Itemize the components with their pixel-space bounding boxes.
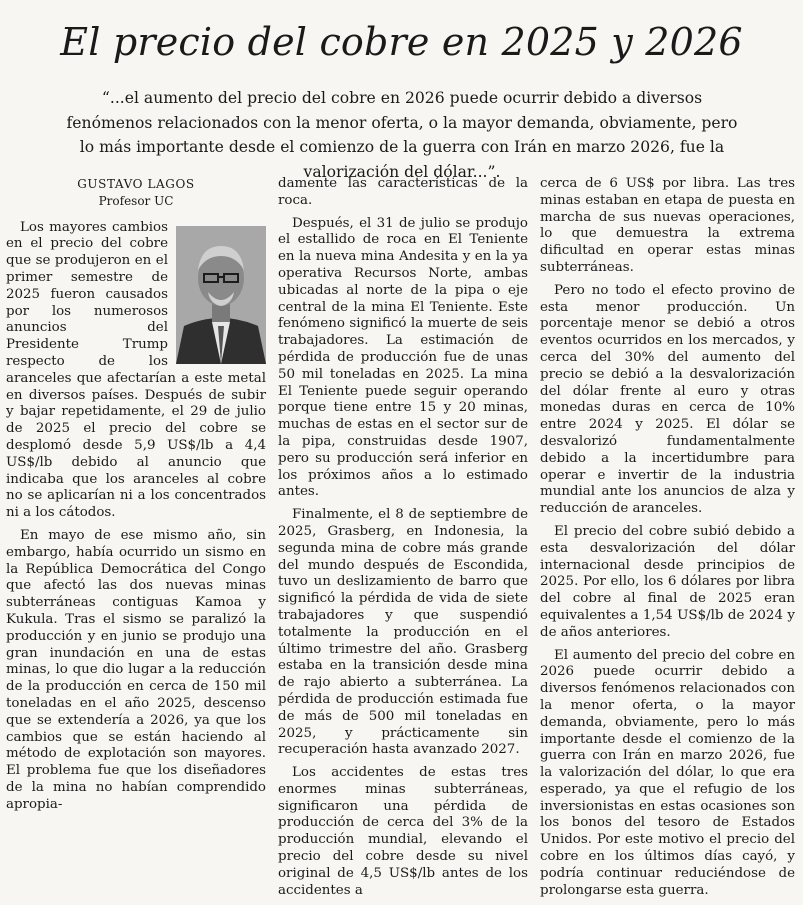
paragraph: Los accidentes de estas tres enormes minas subterráneas, significaron una pérdida de producción de cerca del 3% de la producción mundial, elevando el precio del cobre desde su nivel original de 4,5 US$/lb antes de los accidentes a (278, 765, 528, 898)
paragraph: damente las características de la roca. (278, 176, 528, 208)
portrait-illustration (176, 226, 266, 364)
byline (6, 176, 266, 210)
author-name: GUSTAVO LAGOS (77, 177, 195, 191)
paragraph: Los mayores cambios en el precio del cobre que se produjeron en el primer semestre de 2025 fueron causados por los numerosos anuncios del Presidente Trump respecto de los aranceles que afectarían a este metal en diversos países. Después de subir y bajar repetidamente, el 29 de julio de 2025 el precio del cobre se desplomó desde 5,9 US$/lb a 4,4 US$/lb debido al anuncio que indicaba que los aranceles al cobre no se aplicarían ni a los concentrados ni a los cátodos. (6, 219, 266, 521)
paragraph: Después, el 31 de julio se produjo el estallido de roca en El Teniente en la nueva mina Andesita y en la ya operativa Recursos Norte, ambas ubicadas al norte de la pipa o eje central de la mina El Teniente. Este fenómeno significó la muerte de seis trabajadores. La estimación de pérdida de producción fue de unas 50 mil toneladas en 2025. La mina El Teniente puede seguir operando porque tiene entre 15 y 20 minas, muchas de estas en el sector sur de la pipa, construidas desde 1907, pero su producción será inferior en los próximos años a lo estimado antes. (278, 215, 528, 500)
paragraph: El aumento del precio del cobre en 2026 puede ocurrir debido a diversos fenómenos relacionados con la menor oferta, o la mayor demanda, obviamente, pero lo más importante desde el comienzo de la guerra con Irán en marzo 2026, fue la valorización del dólar, lo que era esperado, ya que el refugio de los inversionistas en estas ocasiones son los bonos del tesoro de Estados Unidos. Por este motivo el precio del cobre en los últimos días cayó, y podría continuar reduciéndose de prolongarse esta guerra. (540, 647, 795, 898)
author-role: Profesor UC (98, 193, 174, 208)
column-2 (278, 176, 528, 905)
paragraph: El precio del cobre subió debido a esta desvalorización del dólar internacional desde principios de 2025. Por ello, los 6 dólares por libra del cobre al final de 2025 eran equivalentes a 1,54 US$/lb de 2024 y de años anteriores. (540, 523, 795, 640)
paragraph: En mayo de ese mismo año, sin embargo, había ocurrido un sismo en la República Democrática del Congo que afectó las dos nuevas minas subterráneas contiguas Kamoa y Kukula. Tras el sismo se paralizó la producción y en junio se produjo una gran inundación en una de estas minas, lo que dio lugar a la reducción de la producción en cerca de 150 mil toneladas en el año 2025, descenso que se extendería a 2026, ya que los cambios que se están haciendo al método de explotación son mayores. El problema fue que los diseñadores de la mina no habían comprendido apropia- (6, 527, 266, 812)
headline: El precio del cobre en 2025 y 2026 (60, 20, 743, 64)
column-1 (6, 176, 266, 819)
author-photo (176, 226, 266, 364)
lead-quote: “...el aumento del precio del cobre en 2026 puede ocurrir debido a diversos fenómenos relacionados con la menor oferta, o la mayor demanda, obviamente, pero lo más importante desde el comienzo de la guerra con Irán en marzo 2026, fue la valorización del dólar...”. (66, 89, 738, 181)
paragraph: Pero no todo el efecto provino de esta menor producción. Un porcentaje menor se debió a otros eventos ocurridos en los mercados, y cerca del 30% del aumento del precio se debió a la desvalorización del dólar frente al euro y otras monedas duras en cerca de 10% entre 2024 y 2025. El dólar se desvalorizó fundamentalmente debido a la incertidumbre para operar e invertir de la industria mundial ante los anuncios de alza y reducción de aranceles. (540, 282, 795, 517)
column-3 (540, 176, 795, 905)
paragraph: cerca de 6 US$ por libra. Las tres minas estaban en etapa de puesta en marcha de sus nuevas operaciones, lo que demuestra la extrema dificultad en operar estas minas subterráneas. (540, 176, 795, 275)
paragraph: Finalmente, el 8 de septiembre de 2025, Grasberg, en Indonesia, la segunda mina de cobre más grande del mundo después de Escondida, tuvo un deslizamiento de barro que significó la pérdida de vida de siete trabajadores y que suspendió totalmente la producción en el último trimestre del año. Grasberg estaba en la transición desde mina de rajo abierto a subterránea. La pérdida de producción estimada fue de más de 500 mil toneladas en 2025, y prácticamente sin recuperación hasta avanzado 2027. (278, 507, 528, 758)
